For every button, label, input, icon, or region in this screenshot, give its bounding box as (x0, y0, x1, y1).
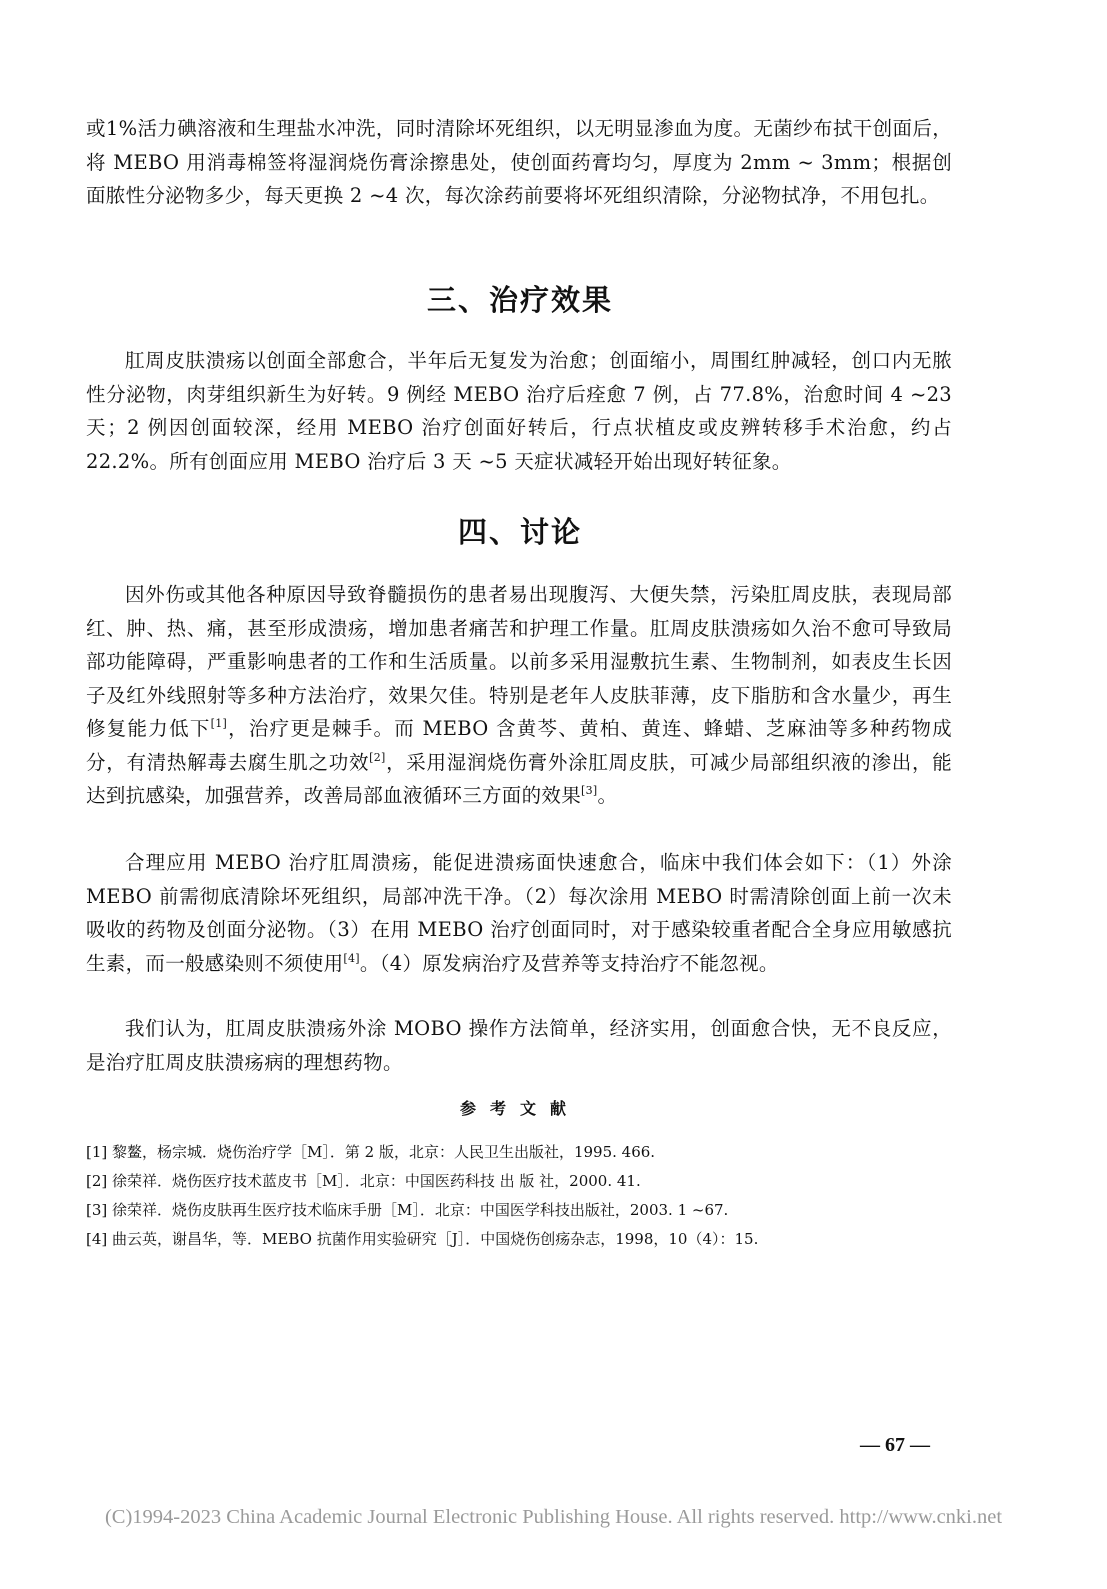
discussion2-text-part-2: 。（4）原发病治疗及营养等支持治疗不能忽视。 (359, 951, 779, 975)
reference-item: [3] 徐荣祥．烧伤皮肤再生医疗技术临床手册［M］．北京：中国医学科技出版社，2003. 1 ~67. (86, 1201, 729, 1219)
citation-2: [2] (369, 750, 386, 764)
references-list (86, 1138, 952, 1254)
reference-item: [4] 曲云英，谢昌华，等．MEBO 抗菌作用实验研究［J］．中国烧伤创疡杂志，1998，10（4）：15. (86, 1230, 759, 1248)
discussion-text-part-2: ，治疗更是棘手。而 MEBO 含黄芩、黄柏、黄连、蜂蜡、芝麻油等多种药物成分，有清热解毒去腐生肌之功效 (86, 717, 952, 774)
reference-item: [2] 徐荣祥．烧伤医疗技术蓝皮书［M］．北京：中国医药科技 出 版 社，2000. 41. (86, 1172, 641, 1190)
discussion-text-part-4: 。 (597, 784, 618, 807)
paragraph-conclusion: 我们认为，肛周皮肤溃疡外涂 MOBO 操作方法简单，经济实用，创面愈合快，无不良反应，是治疗肛周皮肤溃疡病的理想药物。 (86, 1017, 952, 1074)
citation-4: [4] (343, 951, 360, 965)
paragraph-discussion-2 (86, 846, 952, 980)
paragraph-treatment-results: 肛周皮肤溃疡以创面全部愈合，半年后无复发为治愈；创面缩小，周围红肿减轻，创口内无脓性分泌物，肉芽组织新生为好转。9 例经 MEBO 治疗后痊愈 7 例，占 77.8%，治愈时间 4 ~23 天；2 例因创面较深，经用 MEBO 治疗创面好转后，行点状植皮或皮辨转移手术治愈，约占 22.2%。所有创面应用 MEBO 治疗后 3 天 ~5 天症状减轻开始出现好转征象。 (86, 349, 952, 473)
discussion-text-part-1: 因外伤或其他各种原因导致脊髓损伤的患者易出现腹泻、大便失禁，污染肛周皮肤，表现局部红、肿、热、痛，甚至形成溃疡，增加患者痛苦和护理工作量。肛周皮肤溃疡如久治不愈可导致局部功能障碍，严重影响患者的工作和生活质量。以前多采用湿敷抗生素、生物制剂，如表皮生长因子及红外线照射等多种方法治疗，效果欠佳。特别是老年人皮肤菲薄，皮下脂肪和含水量少，再生修复能力低下 (86, 583, 952, 740)
citation-3: [3] (581, 784, 598, 797)
discussion-text-part-3: ，采用湿润烧伤膏外涂肛周皮肤，可减少局部组织液的渗出，能达到抗感染，加强营养，改善局部血液循环三方面的效果 (86, 750, 952, 807)
citation-1: [1] (210, 717, 228, 730)
section-heading-discussion: 四、讨论 (457, 515, 582, 549)
page-number: — 67 — (860, 1434, 930, 1456)
copyright-footer: (C)1994-2023 China Academic Journal Electronic Publishing House. All rights reserved. http://www.cnki.net (104, 1506, 1003, 1528)
references-title: 参考文献 (459, 1099, 580, 1118)
section-heading-treatment-results: 三、治疗效果 (426, 283, 613, 317)
discussion2-text-part-1: 合理应用 MEBO 治疗肛周溃疡，能促进溃疡面快速愈合，临床中我们体会如下：（1）外涂 MEBO 前需彻底清除坏死组织，局部冲洗干净。（2）每次涂用 MEBO 时需清除创面上前一次未吸收的药物及创面分泌物。（3）在用 MEBO 治疗创面同时，对于感染较重者配合全身应用敏感抗生素，而一般感染则不须使用 (86, 851, 952, 975)
paragraph-discussion-1 (86, 578, 952, 813)
reference-item: [1] 黎鳌，杨宗城．烧伤治疗学［M］．第 2 版，北京：人民卫生出版社，1995. 466. (86, 1143, 656, 1161)
paragraph-treatment-method: 或1%活力碘溶液和生理盐水冲洗，同时清除坏死组织，以无明显渗血为度。无菌纱布拭干创面后，将 MEBO 用消毒棉签将湿润烧伤膏涂擦患处，使创面药膏均匀，厚度为 2mm ~ 3mm；根据创面脓性分泌物多少，每天更换 2 ~4 次，每次涂药前要将坏死组织清除，分泌物拭净，不用包扎。 (86, 117, 952, 207)
